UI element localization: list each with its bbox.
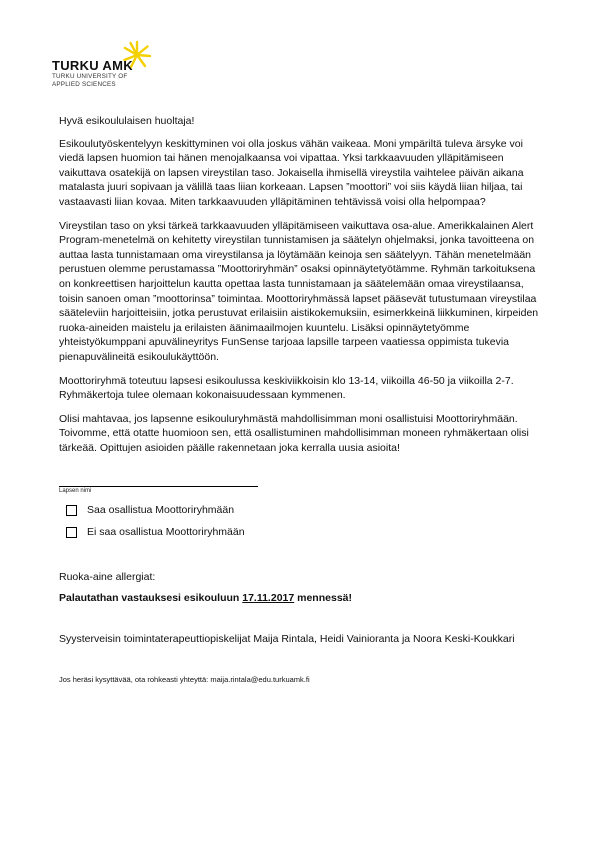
paragraph-method: Vireystilan taso on yksi tärkeä tarkkaavuuden ylläpitämiseen vaikuttava osa-alue. Amerikkalainen Alert Program-menetelmä on kehitetty vireystilan tunnistamisen ja säätelyn ohjelmaksi, jonka tavoitteena on auttaa lasta tunnistamaan oma vireystilansa ja löytämään keinoja sen säätelyyn. Tähän menetelmään perustuen olemme perustamassa ”Moottoriryhmän” osaksi opinnäytetyötämme. Ryhmän tarkoituksena on konkreettisen harjoittelun kautta opettaa lasta tunnistamaan ja säätelemään omaa vireystilaansa, toisin sanoen oman ”moottorinsa” toimintaa. Moottoriryhmässä lapset pääsevät tutustumaan vireystilaa sääteleviin harjoitteisiin, jotka perustuvat erilaisiin aistikokemuksiin, esimerkkeinä liikkuminen, kirpeiden ruoka-aineiden maistelu ja erilaisten äänimaailmojen kuuntelu. Lisäksi opinnäytetyömme yhteistyökumppani apuvälineyritys FunSense tarjoaa lapsille tarpeen vaatiessa oppimista tukevia pienapuvälineitä esikoulukäyttöön. [59,219,539,363]
logo-subtitle-line2: APPLIED SCIENCES [52,81,116,88]
checkbox-may-participate[interactable] [66,505,77,516]
option-may-participate-label: Saa osallistua Moottoriryhmään [87,504,235,516]
logo-brand-text: TURKU AMK [52,58,133,73]
logo-subtitle [52,73,127,89]
contact-info: Jos heräsi kysyttävää, ota rohkeasti yhteyttä: maija.rintala@edu.turkuamk.fi [59,675,310,684]
deadline-date: 17.11.2017 [242,592,295,604]
deadline-prefix: Palautathan vastauksesi esikouluun [59,592,243,604]
option-may-not-participate-label: Ei saa osallistua Moottoriryhmään [87,526,245,538]
signature-line: Syysterveisin toimintaterapeuttiopiskelijat Maija Rintala, Heidi Vainioranta ja Noora Keski-Koukkari [59,633,515,645]
paragraph-intro: Esikoulutyöskentelyyn keskittyminen voi olla joskus vähän vaikeaa. Moni ympäriltä tuleva ärsyke voi viedä lapsen huomion tai hänen menojalkaansa voi vipattaa. Yksi tarkkaavuuden ylläpitämiseen vaikuttava osatekijä on lapsen vireystilan taso. Jokaisella ihmisellä vireystila vaihtelee päivän aikana matalasta juuri sopivaan ja välillä taas liian korkeaan. Lapsen ”moottori” voi siis käydä liian hiljaa, tai vastaavasti liian kovaa. Miten tarkkaavuuden ylläpitäminen tehtävissä voisi olla helpompaa? [59,137,524,208]
paragraph-schedule: Moottoriryhmä toteutuu lapsesi esikoulussa keskiviikkoisin klo 13-14, viikoilla 46-50 ja viikoilla 2-7. Ryhmäkertoja tulee olemaan kokonaisuudessaan kymmenen. [59,374,514,402]
option-may-participate[interactable] [66,504,234,516]
logo-subtitle-line1: TURKU UNIVERSITY OF [52,73,128,80]
turku-amk-logo [52,40,162,90]
child-name-label: Lapsen nimi [59,488,92,494]
allergy-label: Ruoka-aine allergiat: [59,571,156,583]
option-may-not-participate[interactable] [66,526,245,538]
checkbox-may-not-participate[interactable] [66,527,77,538]
paragraph-encouragement: Olisi mahtavaa, jos lapsenne esikouluryhmästä mahdollisimman moni osallistuisi Moottoriryhmään. Toivomme, että otatte huomioon sen, että osallistuminen mahdollisimman moneen ryhmäkertaan olisi tärkeää. Opittujen asioiden päälle rakennetaan joka kerralla uusia asioita! [59,412,529,454]
letter-body [59,114,549,464]
child-name-line[interactable] [59,486,258,487]
return-deadline [59,592,352,604]
deadline-suffix: mennessä! [294,592,352,604]
greeting: Hyvä esikoululaisen huoltaja! [59,115,195,127]
